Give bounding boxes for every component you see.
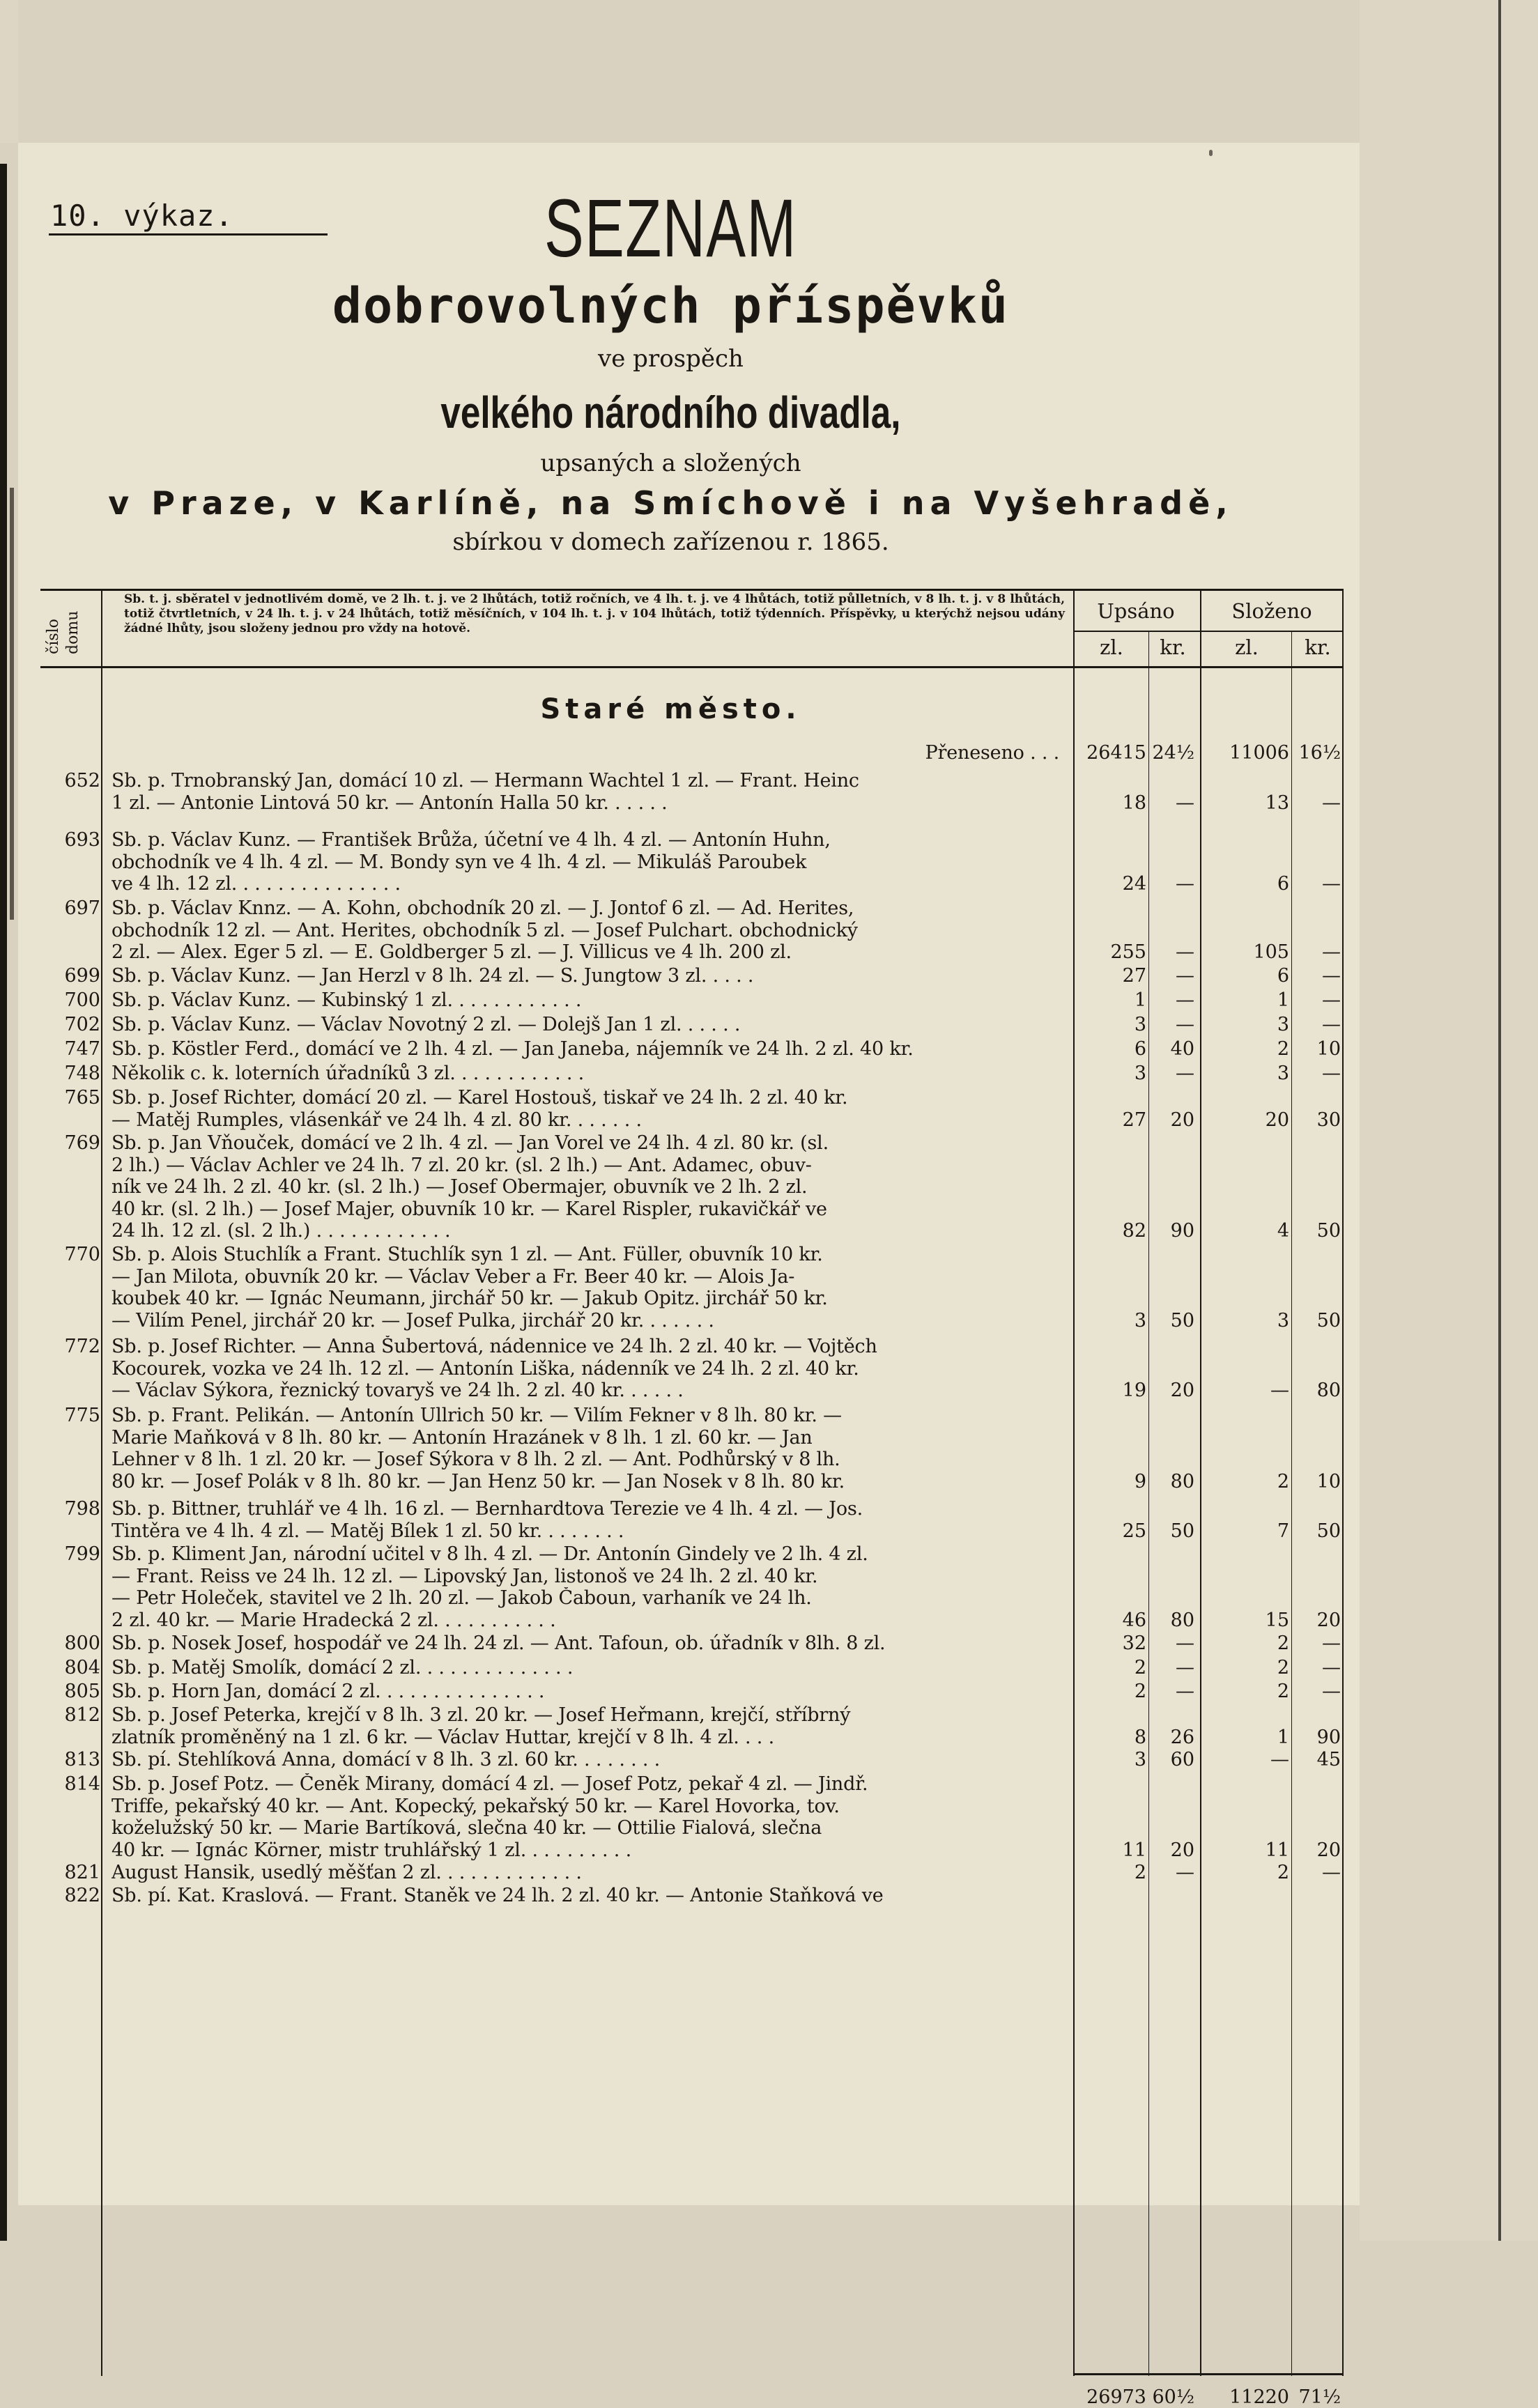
house-number: 652 [64, 770, 100, 792]
amount-slozeno-kr: — [1322, 965, 1341, 987]
amount-slozeno-kr: 20 [1316, 1609, 1341, 1631]
amount-slozeno-zl: 2 [1277, 1657, 1289, 1678]
amount-upsano-zl: 3 [1134, 1014, 1146, 1035]
entry-text-line: Triffe, pekařský 40 kr. — Ant. Kopecký, pekařský 50 kr. — Karel Hovorka, tov. [111, 1795, 840, 1817]
amount-upsano-zl: 6 [1134, 1038, 1146, 1060]
entry-text-line: 2 zl. 40 kr. — Marie Hradecká 2 zl. . . . . . . . . . . [111, 1609, 556, 1631]
amount-upsano-zl: 3 [1134, 1309, 1146, 1332]
page-title: SEZNAM [544, 183, 797, 275]
amount-slozeno-zl: 6 [1277, 965, 1289, 987]
entry-text-line: Sb. p. Josef Peterka, krejčí v 8 lh. 3 zl. 20 kr. — Josef Heřmann, krejčí, stříbrný [111, 1704, 851, 1726]
page-subtitle: dobrovolných příspěvků [332, 277, 1010, 334]
entry-text-line: zlatník proměněný na 1 zl. 6 kr. — Václav Huttar, krejčí v 8 lh. 4 zl. . . . [111, 1726, 774, 1748]
amount-upsano-kr: — [1176, 873, 1194, 895]
amount-upsano-kr: 20 [1170, 1109, 1194, 1131]
amount-slozeno-zl: 105 [1253, 941, 1289, 963]
entry-text-line: — Vilím Penel, jirchář 20 kr. — Josef Pulka, jirchář 20 kr. . . . . . . [111, 1309, 714, 1332]
ink-dot [1209, 150, 1213, 156]
amount-upsano-kr: — [1176, 1633, 1194, 1654]
amount-slozeno-kr: — [1322, 989, 1341, 1011]
amount-upsano-kr: — [1176, 1862, 1194, 1883]
entry-text-line: Sb. p. Václav Kunz. — Kubinský 1 zl. . . . . . . . . . . . [111, 989, 582, 1011]
amount-upsano-zl: 25 [1122, 1520, 1146, 1542]
rule-slozeno-kr [1291, 631, 1292, 2376]
entry-text-line: Sb. p. Václav Kunz. — Jan Herzl v 8 lh. 24 zl. — S. Jungtow 3 zl. . . . . [111, 965, 754, 987]
amount-slozeno-zl: — [1270, 1380, 1289, 1401]
entry-text-line: — Jan Milota, obuvník 20 kr. — Václav Veber a Fr. Beer 40 kr. — Alois Ja- [111, 1265, 795, 1288]
house-number: 700 [64, 989, 100, 1011]
entry-text-line: Sb. p. Horn Jan, domácí 2 zl. . . . . . . . . . . . . . . [111, 1681, 545, 1702]
amount-slozeno-zl: 1 [1277, 989, 1289, 1011]
total-upsano-kr: 60½ [1152, 2386, 1194, 2408]
amount-upsano-zl: 82 [1122, 1220, 1146, 1242]
rule-amounts-left [1073, 589, 1075, 2376]
amount-upsano-zl: 24 [1122, 873, 1146, 895]
amount-slozeno-kr: 50 [1316, 1520, 1341, 1542]
entry-text-line: Sb. p. Alois Stuchlík a Frant. Stuchlík syn 1 zl. — Ant. Füller, obuvník 10 kr. [111, 1244, 823, 1265]
rule-house-number [101, 589, 102, 2376]
house-number: 697 [64, 897, 100, 919]
amount-upsano-kr: 50 [1170, 1520, 1194, 1542]
amount-upsano-zl: 2 [1134, 1681, 1146, 1702]
entry-text-line: obchodník ve 4 lh. 4 zl. — M. Bondy syn ve 4 lh. 4 zl. — Mikuláš Paroubek [111, 851, 807, 873]
house-number: 772 [64, 1336, 100, 1357]
entry-text-line: Sb. p. Jan Vňouček, domácí ve 2 lh. 4 zl. — Jan Vorel ve 24 lh. 4 zl. 80 kr. (sl. [111, 1132, 829, 1154]
house-number-header [43, 596, 85, 658]
amount-upsano-zl: 8 [1134, 1726, 1146, 1748]
entry-text-line: Přeneseno . . . [925, 742, 1059, 764]
section-title: Staré město. [540, 693, 801, 725]
column-header-upsano-kr: kr. [1160, 635, 1186, 659]
rule-upsano-kr [1148, 631, 1149, 2376]
amount-upsano-zl: 18 [1122, 792, 1146, 814]
amount-slozeno-kr: 50 [1316, 1220, 1341, 1242]
report-number: 10. výkaz. [50, 199, 233, 233]
amount-slozeno-zl: 1 [1277, 1726, 1289, 1748]
amount-slozeno-kr: — [1322, 1014, 1341, 1035]
title-line-theatre: velkého národního divadla, [440, 387, 901, 438]
amount-slozeno-zl: 7 [1277, 1520, 1289, 1542]
column-header-slozeno: Složeno [1231, 599, 1312, 623]
entry-text-line: Sb. p. Josef Richter, domácí 20 zl. — Karel Hostouš, tiskař ve 24 lh. 2 zl. 40 kr. [111, 1087, 848, 1109]
amount-slozeno-zl: 6 [1277, 873, 1289, 895]
entry-text-line: August Hansik, usedlý měšťan 2 zl. . . . . . . . . . . . . [111, 1862, 582, 1883]
amount-slozeno-zl: 3 [1277, 1309, 1289, 1332]
amount-slozeno-zl: 11006 [1229, 742, 1289, 764]
amount-upsano-kr: 50 [1170, 1309, 1194, 1332]
amount-upsano-zl: 2 [1134, 1862, 1146, 1883]
entry-text-line: Několik c. k. loterních úřadníků 3 zl. . . . . . . . . . . . [111, 1063, 585, 1084]
rule-amounts-right [1342, 589, 1344, 2376]
total-slozeno-zl: 11220 [1229, 2386, 1289, 2408]
column-header-slozeno-kr: kr. [1305, 635, 1331, 659]
house-number-label-domu: domu [64, 610, 82, 654]
scan-corner [0, 0, 18, 143]
amount-upsano-zl: 27 [1122, 1109, 1146, 1131]
amount-upsano-kr: 20 [1170, 1380, 1194, 1401]
amount-slozeno-zl: 3 [1277, 1063, 1289, 1084]
entry-text-line: Sb. p. Matěj Smolík, domácí 2 zl. . . . . . . . . . . . . . [111, 1657, 574, 1678]
amount-slozeno-zl: — [1270, 1749, 1289, 1770]
house-number: 812 [64, 1704, 100, 1726]
entry-text-line: Sb. p. Frant. Pelikán. — Antonín Ullrich 50 kr. — Vilím Fekner v 8 lh. 80 kr. — [111, 1405, 842, 1426]
title-line-places: v Praze, v Karlíně, na Smíchově i na Vyšehradě, [108, 484, 1233, 522]
amount-slozeno-zl: 3 [1277, 1014, 1289, 1035]
entry-text-line: Sb. p. Nosek Josef, hospodář ve 24 lh. 24 zl. — Ant. Tafoun, ob. úřadník v 8lh. 8 zl. [111, 1633, 886, 1654]
amount-slozeno-zl: 15 [1265, 1609, 1289, 1631]
amount-slozeno-kr: — [1322, 1063, 1341, 1084]
amount-upsano-zl: 46 [1122, 1609, 1146, 1631]
entry-text-line: 40 kr. — Ignác Körner, mistr truhlářský 1 zl. . . . . . . . . . [111, 1839, 631, 1861]
amount-slozeno-zl: 4 [1277, 1220, 1289, 1242]
entry-text-line: Sb. p. Václav Knnz. — A. Kohn, obchodník 20 zl. — J. Jontof 6 zl. — Ad. Herites, [111, 897, 854, 919]
house-number: 805 [64, 1681, 100, 1702]
margin-divider [1498, 0, 1501, 2241]
amount-upsano-zl: 32 [1122, 1633, 1146, 1654]
entry-text-line: ník ve 24 lh. 2 zl. 40 kr. (sl. 2 lh.) — Josef Obermajer, obuvník ve 2 lh. 2 zl. [111, 1176, 808, 1198]
amount-upsano-zl: 19 [1122, 1380, 1146, 1401]
entry-text-line: 24 lh. 12 zl. (sl. 2 lh.) . . . . . . . . . . . . [111, 1220, 451, 1242]
amount-slozeno-kr: 50 [1316, 1309, 1341, 1332]
house-number: 769 [64, 1132, 100, 1154]
amount-slozeno-kr: 90 [1316, 1726, 1341, 1748]
entry-text-line: Sb. p. Josef Potz. — Čeněk Mirany, domácí 4 zl. — Josef Potz, pekař 4 zl. — Jindř. [111, 1773, 868, 1795]
column-header-slozeno-zl: zl. [1235, 635, 1259, 659]
entry-text-line: 1 zl. — Antonie Lintová 50 kr. — Antonín Halla 50 kr. . . . . . [111, 792, 668, 814]
entry-text-line: 2 lh.) — Václav Achler ve 24 lh. 7 zl. 20 kr. (sl. 2 lh.) — Ant. Adamec, obuv- [111, 1154, 812, 1176]
house-number: 798 [64, 1498, 100, 1520]
house-number: 693 [64, 829, 100, 851]
amount-slozeno-kr: — [1322, 1657, 1341, 1678]
entry-text-line: 2 zl. — Alex. Eger 5 zl. — E. Goldberger 5 zl. — J. Villicus ve 4 lh. 200 zl. [111, 941, 792, 963]
entry-text-line: — Petr Holeček, stavitel ve 2 lh. 20 zl. — Jakob Čaboun, varhaník ve 24 lh. [111, 1587, 812, 1609]
house-number: 699 [64, 965, 100, 987]
entry-text-line: ve 4 lh. 12 zl. . . . . . . . . . . . . . . [111, 873, 401, 895]
amount-upsano-kr: — [1176, 965, 1194, 987]
amount-upsano-zl: 255 [1110, 941, 1146, 963]
house-number: 814 [64, 1773, 100, 1795]
entry-text-line: Sb. p. Václav Kunz. — František Brůža, účetní ve 4 lh. 4 zl. — Antonín Huhn, [111, 829, 831, 851]
amount-upsano-zl: 3 [1134, 1063, 1146, 1084]
amount-slozeno-kr: 16½ [1298, 742, 1341, 764]
total-slozeno-kr: 71½ [1298, 2386, 1341, 2408]
house-number: 770 [64, 1244, 100, 1265]
entry-text-line: — Matěj Rumples, vlásenkář ve 24 lh. 4 zl. 80 kr. . . . . . . [111, 1109, 642, 1131]
entry-text-line: Sb. p. Kliment Jan, národní učitel v 8 lh. 4 zl. — Dr. Antonín Gindely ve 2 lh. 4 zl. [111, 1543, 868, 1565]
amount-upsano-zl: 11 [1122, 1839, 1146, 1861]
title-line-upsanych: upsaných a složených [540, 449, 801, 477]
entry-text-line: — Frant. Reiss ve 24 lh. 12 zl. — Lipovský Jan, listonoš ve 24 lh. 2 zl. 40 kr. [111, 1565, 818, 1587]
entry-text-line: Sb. p. Bittner, truhlář ve 4 lh. 16 zl. — Bernhardtova Terezie ve 4 lh. 4 zl. — Jos. [111, 1498, 863, 1520]
house-number: 800 [64, 1633, 100, 1654]
entry-text-line: Sb. p. Josef Richter. — Anna Šubertová, nádennice ve 24 lh. 2 zl. 40 kr. — Vojtěch [111, 1336, 877, 1357]
entry-text-line: Sb. pí. Kat. Kraslová. — Frant. Staněk ve 24 lh. 2 zl. 40 kr. — Antonie Staňková ve [111, 1885, 884, 1906]
house-number-label-cislo: číslo [45, 619, 62, 654]
column-header-upsano-zl: zl. [1100, 635, 1123, 659]
amount-slozeno-zl: 2 [1277, 1862, 1289, 1883]
header-subrule [1075, 631, 1344, 632]
amount-slozeno-zl: 2 [1277, 1633, 1289, 1654]
amount-upsano-kr: 90 [1170, 1220, 1194, 1242]
house-number: 765 [64, 1087, 100, 1109]
house-number: 822 [64, 1885, 100, 1906]
amount-slozeno-zl: 13 [1265, 792, 1289, 814]
amount-upsano-kr: 80 [1170, 1470, 1194, 1492]
house-number: 799 [64, 1543, 100, 1565]
total-upsano-zl: 26973 [1086, 2386, 1146, 2408]
amount-upsano-kr: 20 [1170, 1839, 1194, 1861]
amount-upsano-zl: 27 [1122, 965, 1146, 987]
amount-slozeno-kr: — [1322, 1862, 1341, 1883]
amount-upsano-kr: 24½ [1152, 742, 1194, 764]
amount-slozeno-kr: 45 [1316, 1749, 1341, 1770]
amount-slozeno-kr: 80 [1316, 1380, 1341, 1401]
amount-upsano-kr: — [1176, 1063, 1194, 1084]
amount-slozeno-kr: 30 [1316, 1109, 1341, 1131]
entry-text-line: 40 kr. (sl. 2 lh.) — Josef Majer, obuvník 10 kr. — Karel Rispler, rukavičkář ve [111, 1198, 827, 1220]
amount-slozeno-kr: — [1322, 941, 1341, 963]
house-number: 702 [64, 1014, 100, 1035]
amount-upsano-zl: 1 [1134, 989, 1146, 1011]
amount-slozeno-zl: 11 [1265, 1839, 1289, 1861]
amount-upsano-kr: — [1176, 792, 1194, 814]
amount-upsano-kr: — [1176, 1681, 1194, 1702]
entry-text-line: Sb. p. Trnobranský Jan, domácí 10 zl. — Hermann Wachtel 1 zl. — Frant. Heinc [111, 770, 859, 792]
totals-rule-top [1073, 2373, 1344, 2375]
entry-text-line: Kocourek, vozka ve 24 lh. 12 zl. — Antonín Liška, nádenník ve 24 lh. 2 zl. 40 kr. [111, 1357, 859, 1380]
entry-text-line: Tintěra ve 4 lh. 4 zl. — Matěj Bílek 1 zl. 50 kr. . . . . . . . [111, 1520, 624, 1542]
rule-upsano-slozeno [1200, 589, 1201, 2376]
amount-upsano-kr: 60 [1170, 1749, 1194, 1770]
scan-margin [1360, 0, 1538, 2241]
house-number: 775 [64, 1405, 100, 1426]
amount-upsano-kr: — [1176, 989, 1194, 1011]
title-line-ve-prospech: ve prospěch [598, 345, 744, 373]
house-number: 747 [64, 1038, 100, 1060]
amount-upsano-zl: 3 [1134, 1749, 1146, 1770]
entry-text-line: Sb. p. Václav Kunz. — Václav Novotný 2 zl. — Dolejš Jan 1 zl. . . . . . [111, 1014, 741, 1035]
amount-upsano-kr: — [1176, 1657, 1194, 1678]
amount-slozeno-kr: — [1322, 1681, 1341, 1702]
entry-text-line: Sb. pí. Stehlíková Anna, domácí v 8 lh. 3 zl. 60 kr. . . . . . . . [111, 1749, 661, 1770]
entry-text-line: Marie Maňková v 8 lh. 80 kr. — Antonín Hrazánek v 8 lh. 1 zl. 60 kr. — Jan [111, 1426, 813, 1449]
amount-slozeno-zl: 20 [1265, 1109, 1289, 1131]
amount-slozeno-zl: 2 [1277, 1681, 1289, 1702]
amount-upsano-kr: — [1176, 941, 1194, 963]
house-number: 748 [64, 1063, 100, 1084]
amount-upsano-kr: 40 [1170, 1038, 1194, 1060]
abbreviation-legend: Sb. t. j. sběratel v jednotlivém domě, ve 2 lh. t. j. ve 2 lhůtách, totiž ročních, ve 4 lh. t. j. ve 4 lhůtách, totiž půlletních, v 8 lh. t. j. v 8 lhůtách, totiž čtvrtletních, v 24 lh. t. j. v 24 lhůtách, totiž měsíčních, v 104 lh. t. j. v 104 lhůtách, totiž týdenních. Příspěvky, u kterýchž nejsou udány žádné lhůty, jsou složeny jednou pro vždy na hotově. [124, 592, 1065, 635]
entry-text-line: koubek 40 kr. — Ignác Neumann, jirchář 50 kr. — Jakub Opitz. jirchář 50 kr. [111, 1288, 828, 1309]
amount-slozeno-kr: — [1322, 792, 1341, 814]
amount-slozeno-kr: 20 [1316, 1839, 1341, 1861]
entry-text-line: Sb. p. Köstler Ferd., domácí ve 2 lh. 4 zl. — Jan Janeba, nájemník ve 24 lh. 2 zl. 40 kr. [111, 1038, 914, 1060]
amount-upsano-zl: 26415 [1086, 742, 1146, 764]
entry-text-line: 80 kr. — Josef Polák v 8 lh. 80 kr. — Jan Henz 50 kr. — Jan Nosek v 8 lh. 80 kr. [111, 1470, 845, 1492]
amount-upsano-zl: 9 [1134, 1470, 1146, 1492]
house-number: 821 [64, 1862, 100, 1883]
amount-upsano-kr: 26 [1170, 1726, 1194, 1748]
amount-upsano-kr: — [1176, 1014, 1194, 1035]
column-header-upsano: Upsáno [1097, 599, 1175, 623]
entry-text-line: obchodník 12 zl. — Ant. Herites, obchodník 5 zl. — Josef Pulchart. obchodnický [111, 919, 858, 941]
entry-text-line: — Václav Sýkora, řeznický tovaryš ve 24 lh. 2 zl. 40 kr. . . . . . [111, 1380, 684, 1401]
house-number: 813 [64, 1749, 100, 1770]
title-line-collection: sbírkou v domech zařízenou r. 1865. [452, 528, 889, 556]
amount-slozeno-zl: 2 [1277, 1470, 1289, 1492]
house-number: 804 [64, 1657, 100, 1678]
amount-slozeno-kr: 10 [1316, 1470, 1341, 1492]
entry-text-line: koželužský 50 kr. — Marie Bartíková, slečna 40 kr. — Ottilie Fialová, slečna [111, 1817, 822, 1839]
amount-upsano-zl: 2 [1134, 1657, 1146, 1678]
amount-slozeno-kr: — [1322, 873, 1341, 895]
amount-slozeno-kr: — [1322, 1633, 1341, 1654]
amount-slozeno-zl: 2 [1277, 1038, 1289, 1060]
amount-slozeno-kr: 10 [1316, 1038, 1341, 1060]
entry-text-line: Lehner v 8 lh. 1 zl. 20 kr. — Josef Sýkora v 8 lh. 2 zl. — Ant. Podhůrský v 8 lh. [111, 1449, 840, 1470]
amount-upsano-kr: 80 [1170, 1609, 1194, 1631]
